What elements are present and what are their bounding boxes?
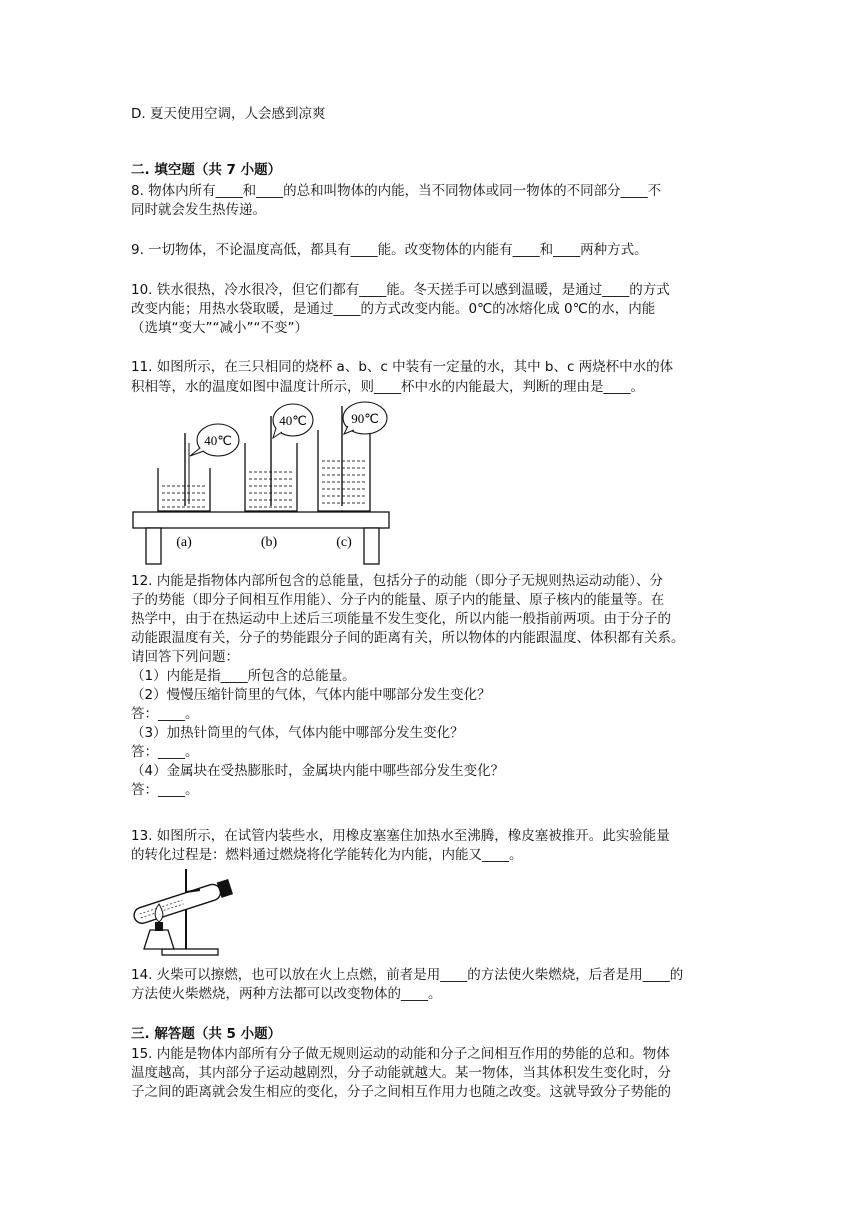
q15-line-2: 温度越高，其内部分子运动越剧烈，分子动能就越大。某一物体，当其体积发生变化时，分 bbox=[131, 1065, 671, 1081]
temp-label-b: 40℃ bbox=[279, 413, 307, 428]
q10-line-1: 10. 铁水很热，冷水很冷，但它们都有____能。冬天搓手可以感到温暖，是通过____的方式 bbox=[131, 282, 670, 298]
q12-answer-2: 答：____。 bbox=[131, 706, 199, 722]
q12-line-1: 12. 内能是指物体内部所包含的总能量，包括分子的动能（即分子无规则热运动动能）、分 bbox=[131, 573, 664, 589]
table bbox=[133, 512, 389, 564]
q9-line: 9. 一切物体，不论温度高低，都具有____能。改变物体的内能有____和____两种方式。 bbox=[131, 242, 648, 258]
test-tube-figure bbox=[128, 864, 243, 959]
temp-callout-b bbox=[273, 404, 313, 438]
beaker-label-c: (c) bbox=[336, 535, 352, 550]
q12-sub-2: （2）慢慢压缩针筒里的气体，气体内能中哪部分发生变化？ bbox=[131, 687, 491, 703]
q8-line-1: 8. 物体内所有____和____的总和叫物体的内能，当不同物体或同一物体的不同部分____不 bbox=[131, 183, 662, 199]
temp-callout-c bbox=[343, 402, 387, 434]
beaker-label-a: (a) bbox=[176, 535, 192, 550]
q12-sub-3: （3）加热针筒里的气体，气体内能中哪部分发生变化？ bbox=[131, 725, 464, 741]
q10-line-3: （选填“变大”“减小”“不变”） bbox=[131, 320, 308, 336]
section-heading-answers: 三. 解答题（共 5 小题） bbox=[131, 1026, 282, 1042]
q12-sub-1: （1）内能是指____所包含的总能量。 bbox=[131, 668, 356, 684]
q15-line-1: 15. 内能是物体内部所有分子做无规则运动的动能和分子之间相互作用的势能的总和。物体 bbox=[131, 1046, 670, 1062]
q10-line-2: 改变内能；用热水袋取暖，是通过____的方式改变内能。0℃的冰熔化成 0℃的水，内能 bbox=[131, 301, 656, 317]
q13-line-2: 的转化过程是：燃料通过燃烧将化学能转化为内能，内能又____。 bbox=[131, 847, 523, 863]
beakers-figure bbox=[130, 398, 395, 568]
temp-callout-a bbox=[190, 424, 239, 456]
temp-label-a: 40℃ bbox=[204, 433, 232, 448]
option-d: D. 夏天使用空调，人会感到凉爽 bbox=[131, 106, 326, 122]
q12-sub-4: （4）金属块在受热膨胀时，金属块内能中哪些部分发生变化？ bbox=[131, 763, 505, 779]
q14-line-1: 14. 火柴可以擦燃，也可以放在火上点燃，前者是用____的方法使火柴燃烧，后者是用____的 bbox=[131, 967, 684, 983]
q15-line-3: 子之间的距离就会发生相应的变化，分子之间相互作用力也随之改变。这就导致分子势能的 bbox=[131, 1084, 671, 1100]
q12-answer-4: 答：____。 bbox=[131, 782, 199, 798]
temp-label-c: 90℃ bbox=[351, 411, 379, 426]
q8-line-2: 同时就会发生热传递。 bbox=[131, 202, 266, 218]
q11-line-2: 积相等，水的温度如图中温度计所示，则____杯中水的内能最大，判断的理由是____。 bbox=[131, 379, 644, 395]
q13-line-1: 13. 如图所示，在试管内装些水，用橡皮塞塞住加热水至沸腾，橡皮塞被推开。此实验能量 bbox=[131, 828, 670, 844]
q12-line-4: 动能跟温度有关，分子的势能跟分子间的距离有关，所以物体的内能跟温度、体积都有关系。 bbox=[131, 630, 685, 646]
beaker-label-b: (b) bbox=[260, 535, 278, 550]
q12-line-5: 请回答下列问题： bbox=[131, 649, 239, 665]
q11-line-1: 11. 如图所示，在三只相同的烧杯 a、b、c 中装有一定量的水，其中 b、c 两烧杯中水的体 bbox=[131, 359, 674, 375]
q12-line-2: 子的势能（即分子间相互作用能）、分子内的能量、原子内的能量、原子核内的能量等。在 bbox=[131, 592, 665, 608]
section-heading-fill-blank: 二. 填空题（共 7 小题） bbox=[131, 162, 282, 178]
q12-answer-3: 答：____。 bbox=[131, 744, 199, 760]
q12-line-3: 热学中，由于在热运动中上述后三项能量不发生变化，所以内能一般指前两项。由于分子的 bbox=[131, 611, 671, 627]
q14-line-2: 方法使火柴燃烧，两种方法都可以改变物体的____。 bbox=[131, 986, 442, 1002]
